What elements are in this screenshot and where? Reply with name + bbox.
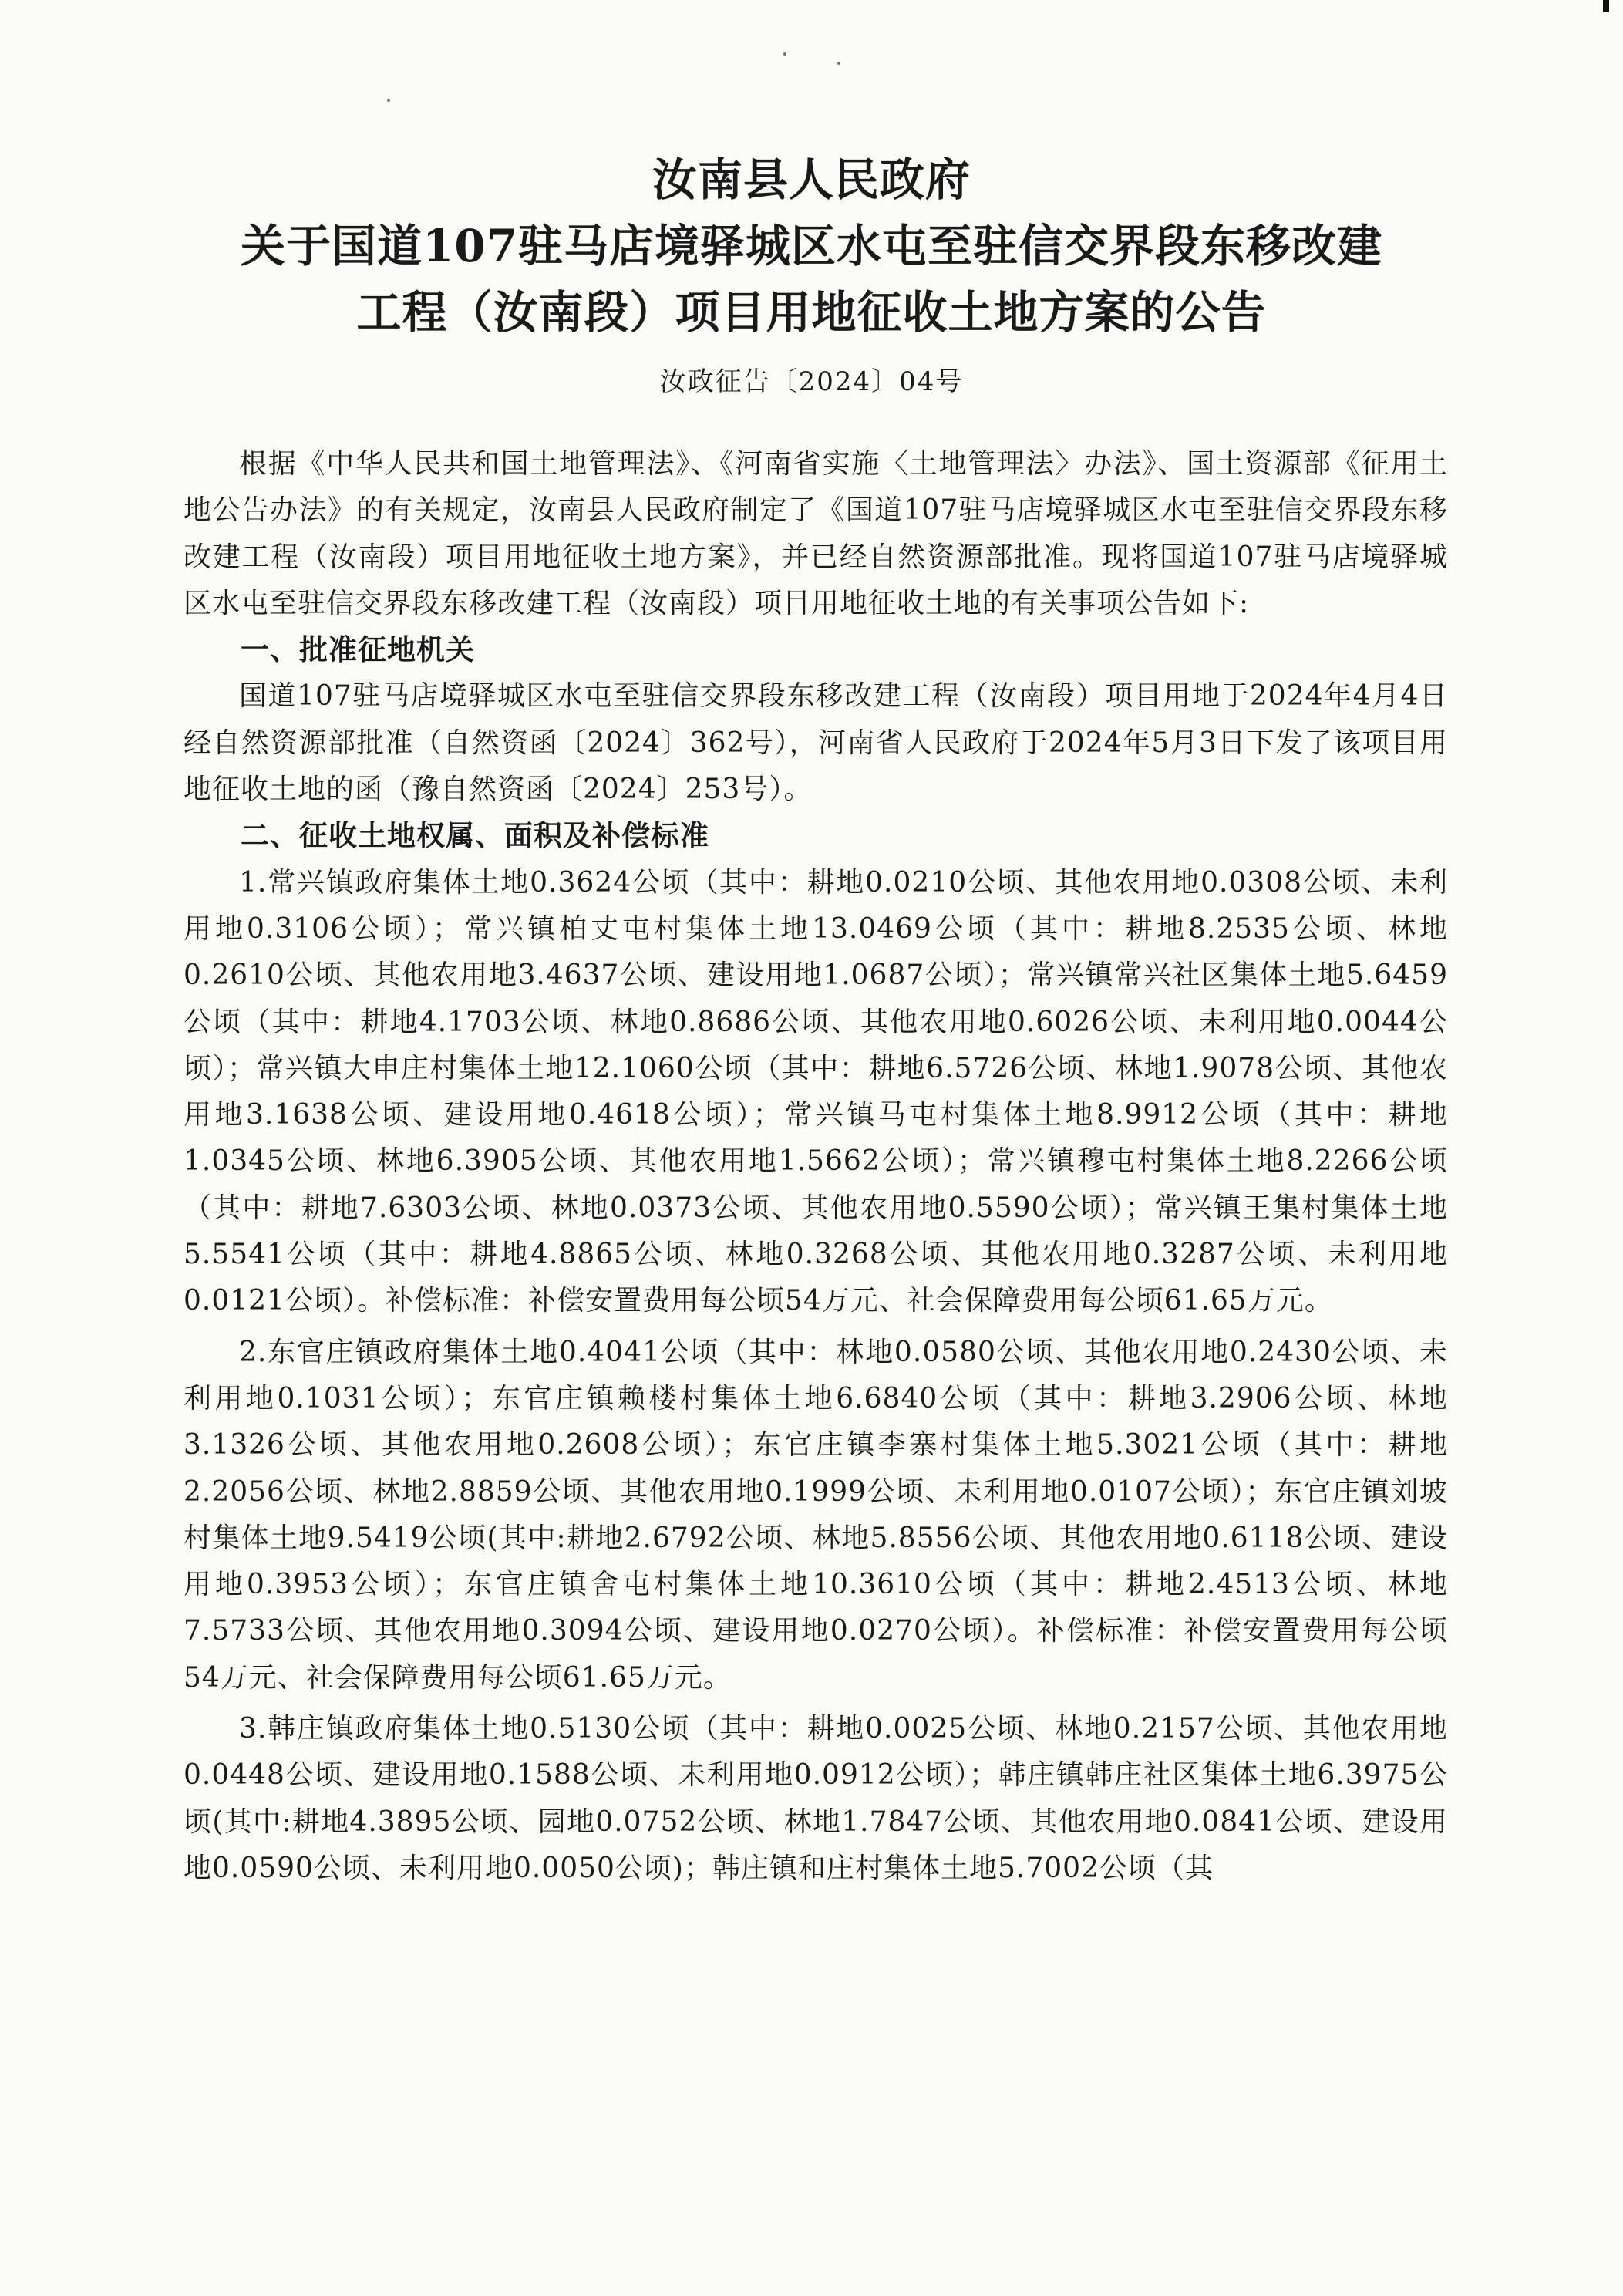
title-subject-line2: 工程（汝南段）项目用地征收土地方案的公告 — [356, 286, 1267, 339]
approval-paragraph: 国道107驻马店境驿城区水屯至驻信交界段东移改建工程（汝南段）项目用地于2024年4月4日经自然资源部批准（自然资函〔2024〕362号），河南省人民政府于2024年5月3日下发了该项目用地征收土地的函（豫自然资函〔2024〕253号）。 — [184, 680, 1448, 806]
land-item-changxing: 1.常兴镇政府集体土地0.3624公顷（其中：耕地0.0210公顷、其他农用地0.0308公顷、未利用地0.3106公顷）；常兴镇柏丈屯村集体土地13.0469公顷（其中：耕地8.2535公顷、林地0.2610公顷、其他农用地3.4637公顷、建设用地1.0687公顷）；常兴镇常兴社区集体土地5.6459公顷（其中：耕地4.1703公顷、林地0.8686公顷、其他农用地0.6026公顷、未利用地0.0044公顷）；常兴镇大申庄村集体土地12.1060公顷（其中：耕地6.5726公顷、林地1.9078公顷、其他农用地3.1638公顷、建设用地0.4618公顷）；常兴镇马屯村集体土地8.9912公顷（其中：耕地1.0345公顷、林地6.3905公顷、其他农用地1.5662公顷）；常兴镇穆屯村集体土地8.2266公顷（其中：耕地7.6303公顷、林地0.0373公顷、其他农用地0.5590公顷）；常兴镇王集村集体土地5.5541公顷（其中：耕地4.8865公顷、林地0.3268公顷、其他农用地0.3287公顷、未利用地0.0121公顷）。补偿标准：补偿安置费用每公顷54万元、社会保障费用每公顷61.65万元。 — [184, 866, 1448, 1317]
document-number: 汝政征告〔2024〕04号 — [659, 366, 964, 397]
intro-paragraph: 根据《中华人民共和国土地管理法》、《河南省实施〈土地管理法〉办法》、国土资源部《征用土地公告办法》的有关规定，汝南县人民政府制定了《国道107驻马店境驿城区水屯至驻信交界段东移改建工程（汝南段）项目用地征收土地方案》，并已经自然资源部批准。现将国道107驻马店境驿城区水屯至驻信交界段东移改建工程（汝南段）项目用地征收土地的有关事项公告如下: — [184, 448, 1448, 619]
title-issuer: 汝南县人民政府 — [652, 153, 971, 206]
scan-speck — [387, 99, 390, 102]
section-heading-land-compensation: 二、征收土地权属、面积及补偿标准 — [241, 819, 709, 853]
section-heading-approval: 一、批准征地机关 — [241, 633, 475, 667]
land-item-hanzhuang: 3.韩庄镇政府集体土地0.5130公顷（其中：耕地0.0025公顷、林地0.2157公顷、其他农用地0.0448公顷、建设用地0.1588公顷、未利用地0.0912公顷）；韩庄镇韩庄社区集体土地6.3975公顷(其中:耕地4.3895公顷、园地0.0752公顷、林地1.7847公顷、其他农用地0.0841公顷、建设用地0.0590公顷、未利用地0.0050公顷)；韩庄镇和庄村集体土地5.7002公顷（其 — [184, 1713, 1448, 1884]
document-body — [184, 441, 1448, 1892]
scan-speck — [783, 52, 786, 56]
title-subject-line1: 关于国道107驻马店境驿城区水屯至驻信交界段东移改建 — [240, 220, 1383, 272]
land-item-dongguanzhuang: 2.东官庄镇政府集体土地0.4041公顷（其中：林地0.0580公顷、其他农用地0.2430公顷、未利用地0.1031公顷）；东官庄镇赖楼村集体土地6.6840公顷（其中：耕地3.2906公顷、林地3.1326公顷、其他农用地0.2608公顷）；东官庄镇李寨村集体土地5.3021公顷（其中：耕地2.2056公顷、林地2.8859公顷、其他农用地0.1999公顷、未利用地0.0107公顷）；东官庄镇刘坡村集体土地9.5419公顷(其中:耕地2.6792公顷、林地5.8556公顷、其他农用地0.6118公顷、建设用地0.3953公顷）；东官庄镇舍屯村集体土地10.3610公顷（其中：耕地2.4513公顷、林地7.5733公顷、其他农用地0.3094公顷、建设用地0.0270公顷）。补偿标准：补偿安置费用每公顷54万元、社会保障费用每公顷61.65万元。 — [184, 1336, 1448, 1694]
scan-mark — [1603, 0, 1609, 12]
scan-speck — [837, 62, 840, 65]
